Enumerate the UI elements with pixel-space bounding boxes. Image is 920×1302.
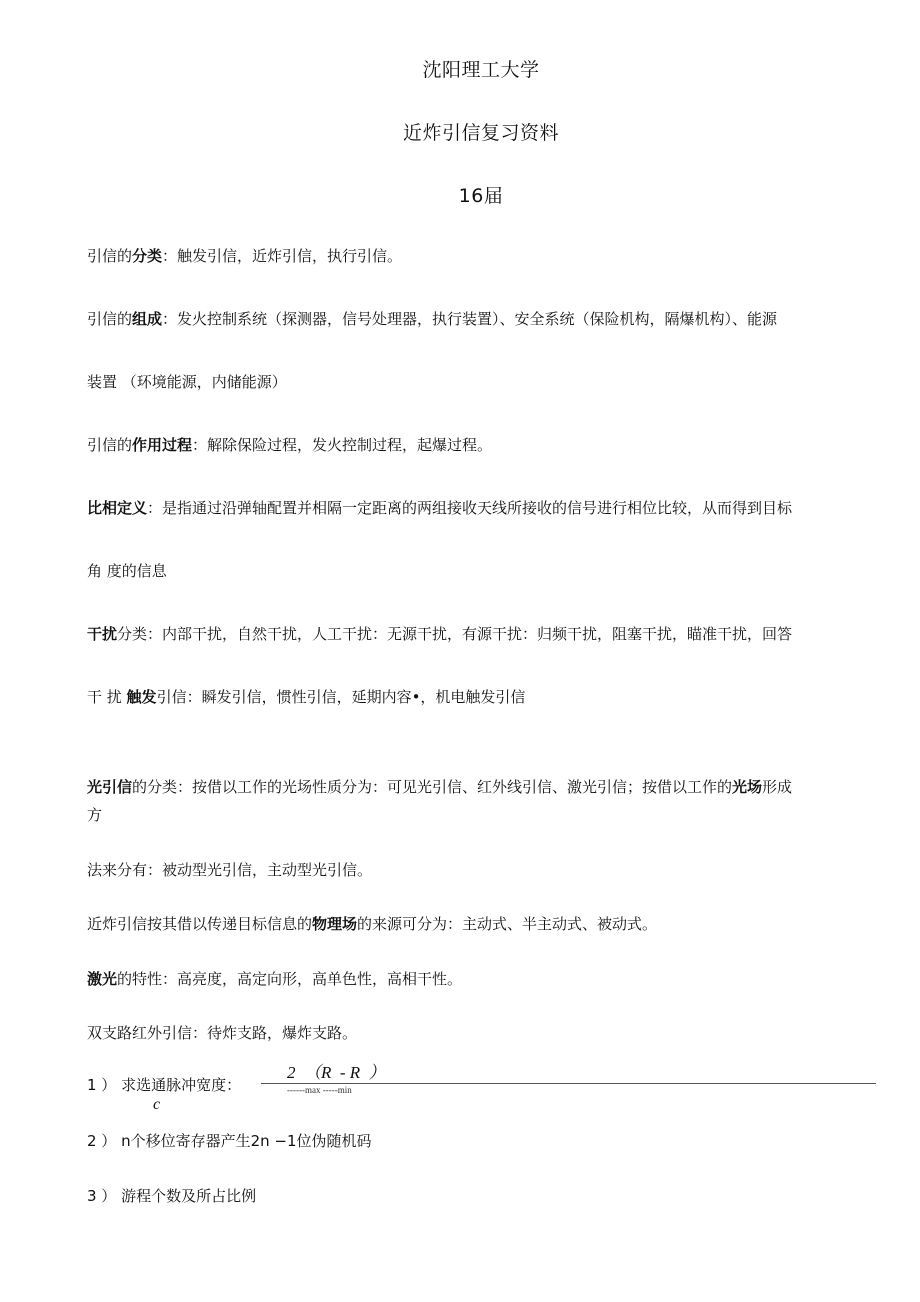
text: 形成 [762, 778, 793, 796]
text: 引信的 [87, 310, 133, 328]
term-bold: 比相定义 [87, 499, 148, 517]
term-bold: 组成 [132, 310, 163, 328]
list-item-2: 2 ） n个移位寄存器产生2n −1位伪随机码 [87, 1132, 372, 1150]
text: 干 扰 [87, 688, 127, 706]
list-item-3: 3 ） 游程个数及所占比例 [87, 1187, 257, 1205]
text: 的分类：按借以工作的光场性质分为：可见光引信、红外线引信、激光引信；按借以工作的 [132, 778, 733, 796]
formula-denominator: c [153, 1096, 161, 1113]
text: 近炸引信按其借以传递目标信息的 [87, 915, 313, 933]
paragraph-interference-cont [87, 688, 877, 706]
list-item-1: 1 ） 求选通脉冲宽度： [87, 1076, 242, 1094]
term-bold: 触发 [126, 688, 157, 706]
text: 引信的 [87, 436, 133, 454]
paragraph-optical-wrap: 方 [87, 806, 103, 824]
term-bold: 激光 [87, 970, 118, 988]
document-title: 近炸引信复习资料 [402, 122, 559, 144]
university-title: 沈阳理工大学 [422, 59, 540, 81]
text: ：触发引信，近炸引信，执行引信。 [162, 247, 403, 265]
term-bold: 干扰 [87, 625, 118, 643]
paragraph-optical-cont: 法来分有：被动型光引信，主动型光引信。 [87, 861, 373, 879]
paragraph-process [87, 436, 877, 454]
paragraph-composition [87, 310, 877, 328]
paragraph-phase-compare-cont: 角 度的信息 [87, 562, 167, 580]
term-bold: 光场 [732, 778, 763, 796]
text: 的特性：高亮度，高定向形，高单色性，高相干性。 [117, 970, 463, 988]
paragraph-interference [87, 625, 877, 643]
paragraph-proximity [87, 915, 877, 933]
formula-numerator: 2 （R - R ） [287, 1063, 386, 1082]
text: 的来源可分为：主动式、半主动式、被动式。 [357, 915, 658, 933]
term-bold: 物理场 [312, 915, 358, 933]
text: ：发火控制系统（探测器，信号处理器，执行装置）、安全系统（保险机构，隔爆机构）、能源 [162, 310, 778, 328]
paragraph-phase-compare [87, 499, 877, 517]
formula-subscripts: ------max -----min [287, 1085, 352, 1095]
text: ：是指通过沿弹轴配置并相隔一定距离的两组接收天线所接收的信号进行相位比较，从而得到目标 [147, 499, 793, 517]
text: 引信：瞬发引信，惯性引信，延期内容•，机电触发引信 [156, 688, 526, 706]
formula-fraction-line [261, 1083, 876, 1084]
paragraph-optical [87, 778, 877, 796]
edition-label: 16届 [458, 185, 504, 207]
paragraph-laser [87, 970, 877, 988]
paragraph-dual-branch: 双支路红外引信：待炸支路，爆炸支路。 [87, 1024, 358, 1042]
text: ：解除保险过程，发火控制过程，起爆过程。 [192, 436, 493, 454]
term-bold: 作用过程 [132, 436, 193, 454]
paragraph-composition-cont: 装置 （环境能源，内储能源） [87, 373, 287, 391]
paragraph-classification [87, 247, 877, 265]
term-bold: 光引信 [87, 778, 133, 796]
text: 分类：内部干扰，自然干扰，人工干扰：无源干扰，有源干扰：归频干扰，阻塞干扰，瞄准干扰，回答 [117, 625, 793, 643]
term-bold: 分类 [132, 247, 163, 265]
text: 引信的 [87, 247, 133, 265]
